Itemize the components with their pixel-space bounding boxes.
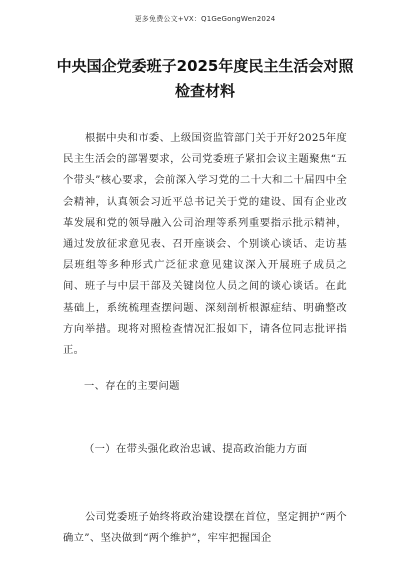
subsection-heading: （一）在带头强化政治忠诚、提高政治能力方面: [84, 443, 308, 455]
header-note: 更多免费公文+VX：Q1GeGongWen2024: [134, 15, 276, 23]
section-heading: 一、存在的主要问题: [84, 380, 180, 392]
section-paragraph: 公司党委班子始终将政治建设摆在首位，坚定拥护“两个确立”、坚决做到“两个维护”，牢牢把握国企: [63, 511, 347, 545]
intro-paragraph: 根据中央和市委、上级国资监管部门关于开好2025年度民主生活会的部署要求，公司党委班子紧扣会议主题聚焦“五个带头”核心要求，会前深入学习党的二十大和二十届四中全会精神，认真领会习近平总书记关于党的建设、国有企业改革发展和党的领导融入公司治理等系列重要指示批示精神，通过发放征求意见表、召开座谈会、个别谈心谈话、走访基层班组等多种形式广泛征求意见建议深入开展班子成员之间、班子与中层干部及关键岗位人员之间的谈心谈话。在此基础上，系统梳理查摆问题、深刻剖析根源症结、明确整改方向举措。现将对照检查情况汇报如下，请各位同志批评指正。: [63, 132, 347, 357]
document-title: 中央国企党委班子2025年度民主生活会对照检查材料: [56, 57, 354, 100]
